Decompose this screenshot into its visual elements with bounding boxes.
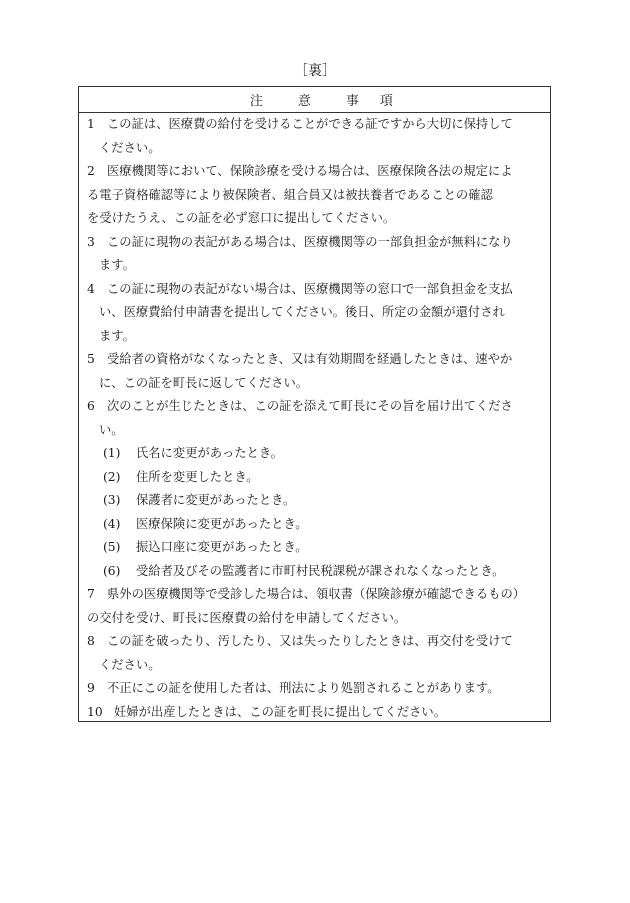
item-line: 次のことが生じたときは、この証を添えて町長にその旨を届け出てくださ [107, 399, 513, 413]
sub-item-text: 振込口座に変更があったとき。 [136, 540, 308, 554]
item-number: 10 [87, 704, 103, 719]
sub-item-number: (3) [103, 493, 121, 507]
item-line: ます。 [99, 328, 135, 343]
item-number: 7 [87, 587, 95, 601]
notice-box [78, 86, 551, 722]
sub-item-number: (2) [103, 469, 121, 484]
item-number: 1 [87, 117, 95, 131]
item-number: 8 [87, 634, 95, 648]
sub-item-text: 受給者及びその監護者に市町村民税課税が課されなくなったとき。 [136, 563, 505, 578]
item-number: 4 [87, 281, 95, 296]
item-text [99, 630, 546, 677]
item-line: この証に現物の表記がない場合は、医療機関等の窓口で一部負担金を支払 [107, 281, 513, 296]
item-line: に、この証を町長に返してください。 [99, 375, 309, 390]
notice-title [79, 87, 550, 113]
title-char: 項 [379, 94, 394, 109]
item-text [99, 278, 546, 349]
item-text [87, 160, 546, 231]
item-text [106, 701, 546, 725]
item-line: ください。 [99, 657, 161, 672]
item-text [99, 395, 546, 442]
item-line: る電子資格確認等により被保険者、組合員又は被扶養者であることの確認 [87, 187, 493, 202]
item-line: 受給者の資格がなくなったとき、又は有効期間を経過したときは、速やか [107, 352, 513, 366]
item-number: 9 [87, 681, 95, 695]
sub-item-number: (6) [103, 563, 121, 578]
item-line: ます。 [99, 258, 135, 272]
item-text [99, 348, 546, 395]
sub-item-text: 保護者に変更があったとき。 [136, 493, 296, 507]
item-number: 3 [87, 234, 95, 249]
title-char: 注 [249, 94, 264, 109]
item-number: 2 [87, 164, 95, 178]
title-char: 事 [345, 94, 360, 109]
item-line: い。 [99, 422, 124, 437]
title-char: 意 [297, 94, 312, 109]
sub-item-number: (1) [103, 446, 121, 460]
item-text [99, 113, 546, 160]
item-line: ください。 [99, 140, 161, 155]
item-line: の交付を受け、町長に医療費の給付を申請してください。 [87, 610, 407, 625]
item-line: 県外の医療機関等で受診した場合は、領収書（保険診療が確認できるもの） [107, 587, 526, 601]
item-line: 不正にこの証を使用した者は、刑法により処罰されることがあります。 [107, 681, 500, 695]
sub-item-text: 氏名に変更があったとき。 [136, 446, 283, 460]
sub-item-text: 住所を変更したとき。 [136, 469, 259, 484]
sub-item-number: (4) [103, 516, 121, 531]
item-line: この証を破ったり、汚したり、又は失ったりしたときは、再交付を受けて [107, 634, 513, 648]
page-heading: ［裏］ [294, 63, 336, 79]
item-text [99, 677, 546, 701]
item-line: 妊婦が出産したときは、この証を町長に提出してください。 [114, 704, 447, 719]
item-line: い、医療費給付申請書を提出してください。後日、所定の金額が還付され [99, 305, 505, 319]
sub-item-text: 医療保険に変更があったとき。 [136, 516, 308, 531]
item-line: 医療機関等において、保険診療を受ける場合は、医療保険各法の規定によ [107, 164, 513, 178]
item-line: を受けたうえ、この証を必ず窓口に提出してください。 [87, 211, 396, 225]
item-number: 6 [87, 399, 95, 413]
sub-item-number: (5) [103, 540, 121, 554]
item-text [99, 231, 546, 278]
item-line: この証に現物の表記がある場合は、医療機関等の一部負担金が無料になり [107, 234, 513, 249]
item-line: この証は、医療費の給付を受けることができる証ですから大切に保持して [107, 117, 513, 131]
item-text [87, 583, 546, 630]
item-number: 5 [87, 352, 95, 366]
